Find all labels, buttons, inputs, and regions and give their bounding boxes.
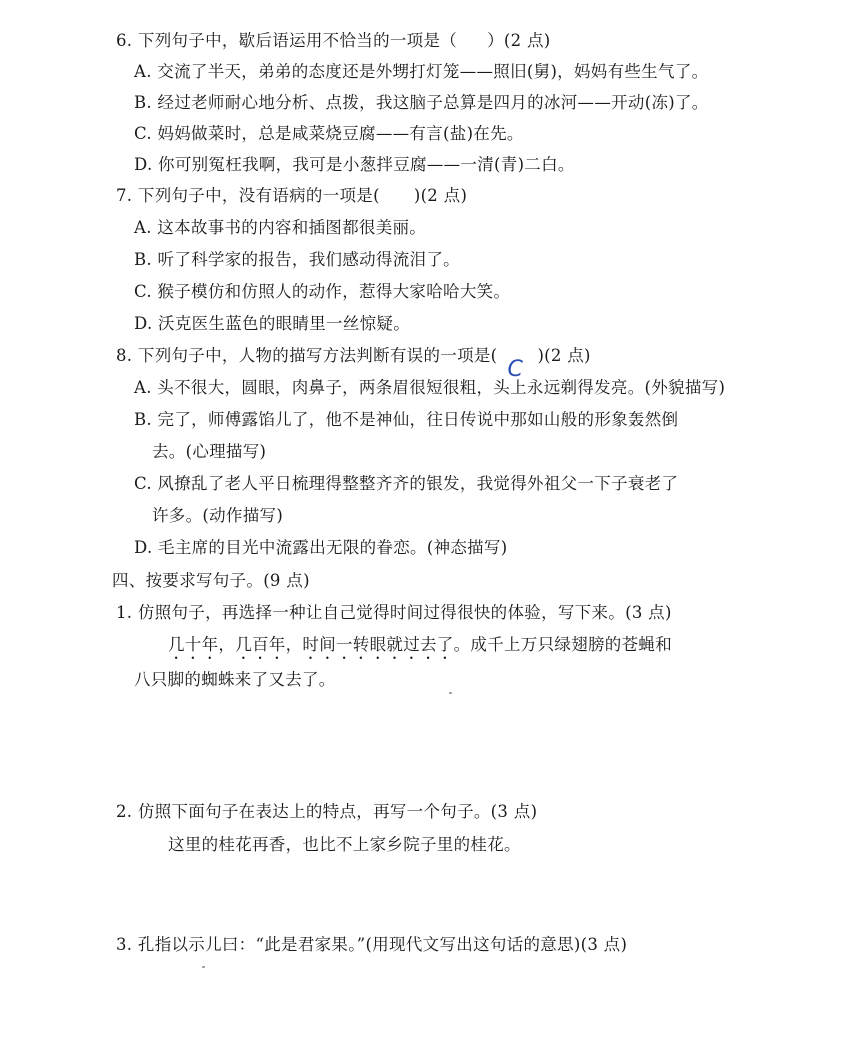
q6-option-d: D. 你可别冤枉我啊，我可是小葱拌豆腐——一清(青)二白。 bbox=[134, 155, 575, 174]
q6-option-c: C. 妈妈做菜时，总是咸菜烧豆腐——有言(盐)在先。 bbox=[134, 124, 524, 143]
section4-item1-stem: 1. 仿照句子，再选择一种让自己觉得时间过得很快的体验，写下来。(3 点) bbox=[116, 603, 672, 622]
section4-item1-example-line1 bbox=[168, 634, 672, 663]
q8-option-c-line1: C. 风撩乱了老人平日梳理得整整齐齐的银发，我觉得外祖父一下子衰老了 bbox=[134, 474, 679, 493]
q6-stem bbox=[116, 30, 551, 52]
q8-option-c-line2: 许多。(动作描写) bbox=[152, 506, 284, 525]
q6-stem-text: 6. 下列句子中，歇后语运用不恰当的一项是（ bbox=[116, 31, 458, 50]
section4-item1-answer-area[interactable] bbox=[116, 700, 756, 790]
q8-option-b-line2: 去。(心理描写) bbox=[152, 442, 267, 461]
section4-item2-stem: 2. 仿照下面句子在表达上的特点，再写一个句子。(3 点) bbox=[116, 802, 538, 821]
q7-option-d: D. 沃克医生蓝色的眼睛里一丝惊疑。 bbox=[134, 314, 411, 333]
section4-item3-answer-area[interactable] bbox=[116, 970, 756, 1040]
q8-option-b-line1: B. 完了，师傅露馅儿了，他不是神仙，往日传说中那如山般的形象轰然倒 bbox=[134, 410, 679, 429]
q7-stem bbox=[116, 185, 467, 207]
section4-title: 四、按要求写句子。(9 点) bbox=[112, 571, 310, 590]
q7-option-c: C. 猴子模仿和仿照人的动作，惹得大家哈哈大笑。 bbox=[134, 282, 511, 301]
section4-item1-example-line2: 八只脚的蜘蛛来了又去了。 bbox=[134, 670, 336, 689]
q8-option-d: D. 毛主席的目光中流露出无限的眷恋。(神态描写) bbox=[134, 538, 508, 557]
q8-stem bbox=[116, 345, 591, 382]
scan-speck bbox=[449, 692, 452, 694]
section4-item2-answer-area[interactable] bbox=[116, 865, 756, 925]
q7-option-a: A. 这本故事书的内容和插图都很美丽。 bbox=[134, 218, 427, 237]
q6-option-a: A. 交流了半天，弟弟的态度还是外甥打灯笼——照旧(舅)，妈妈有些生气了。 bbox=[134, 62, 709, 81]
q7-stem-end: )(2 点) bbox=[413, 186, 468, 205]
q6-stem-end: ）(2 点) bbox=[487, 31, 551, 50]
q8-handwritten-answer: C bbox=[507, 357, 524, 382]
scan-speck bbox=[202, 966, 205, 968]
q6-option-b: B. 经过老师耐心地分析、点拨，我这脑子总算是四月的冰河——开动(冻)了。 bbox=[134, 93, 709, 112]
q8-stem-end: )(2 点) bbox=[537, 346, 591, 365]
section4-item2-example: 这里的桂花再香，也比不上家乡院子里的桂花。 bbox=[168, 835, 521, 854]
q7-option-b: B. 听了科学家的报告，我们感动得流泪了。 bbox=[134, 250, 460, 269]
section4-item3-stem: 3. 孔指以示儿曰：“此是君家果。”(用现代文写出这句话的意思)(3 点) bbox=[116, 935, 628, 954]
section4-item1-emphasized-phrase: 几十年，几百年，时间一转眼就过去了 bbox=[168, 635, 454, 654]
q8-option-a: A. 头不很大，圆眼，肉鼻子，两条眉很短很粗，头上永远剃得发亮。(外貌描写) bbox=[134, 378, 726, 397]
q8-stem-text: 8. 下列句子中，人物的描写方法判断有误的一项是( bbox=[116, 346, 498, 365]
q7-stem-text: 7. 下列句子中，没有语病的一项是( bbox=[116, 186, 380, 205]
section4-item1-example-rest: 。成千上万只绿翅膀的苍蝇和 bbox=[453, 635, 673, 654]
